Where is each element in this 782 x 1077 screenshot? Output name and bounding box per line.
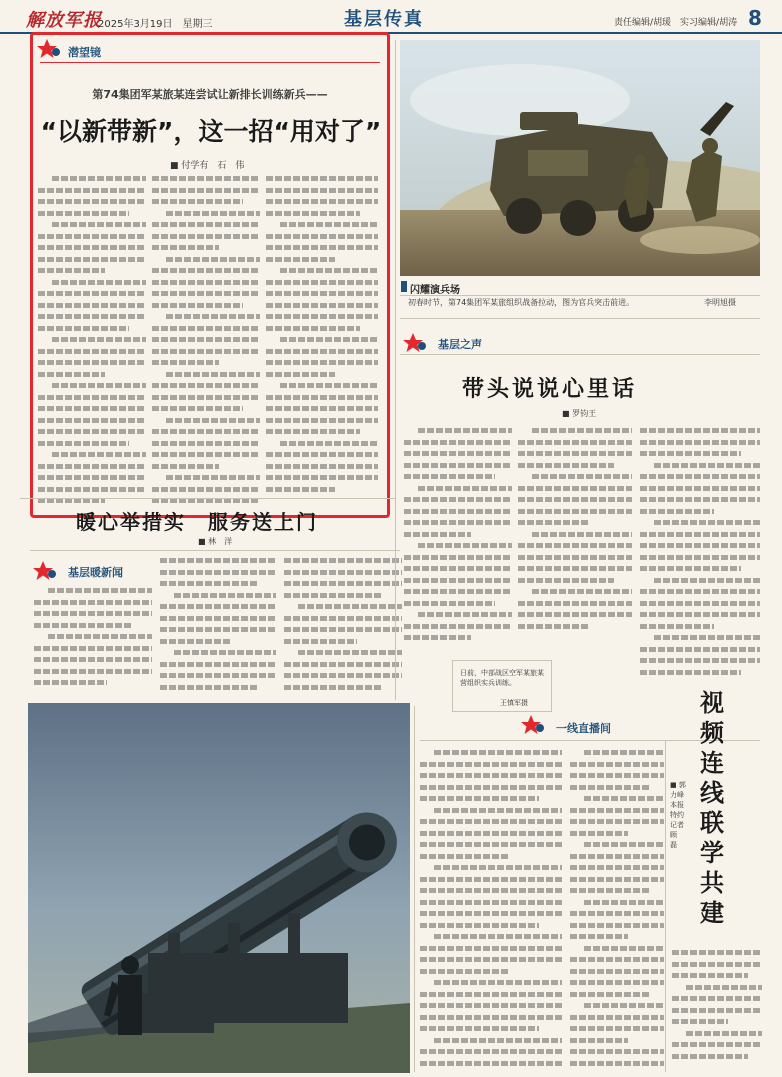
warm-body-col-2 <box>160 558 276 696</box>
voice-body-col-1 <box>404 428 512 656</box>
voice-byline: ■ 罗钧王 <box>562 409 597 418</box>
photo-training-drill <box>400 40 760 276</box>
masthead <box>0 0 782 34</box>
feature-headline: “以新带新”，这一招“用对了” <box>40 117 382 146</box>
column-divider <box>414 706 415 1072</box>
feature-body-col-2 <box>152 176 260 512</box>
column-label-voice: 基层之声 <box>438 338 482 351</box>
feature-kicker: 第74集团军某旅某连尝试让新排长训练新兵—— <box>92 88 328 101</box>
warm-rule <box>30 550 400 551</box>
photo-missile-launcher <box>28 703 410 1073</box>
frontline-byline: ■ 郭力峰 本报特约记者 顾 磊 <box>670 781 691 849</box>
quote-text: 日前，中部战区空军某旅某营组织实兵训练。 <box>460 669 544 687</box>
caption-tag-marker <box>401 281 407 292</box>
page-number: 8 <box>748 6 762 30</box>
issue-date: 2025年3月19日 星期三 <box>98 19 213 30</box>
voice-body-col-2 <box>518 428 632 656</box>
feature-body-col-3 <box>266 176 378 512</box>
voice-rule <box>400 354 760 355</box>
warm-byline: ■ 林 洋 <box>198 537 233 546</box>
column-label-frontline: 一线直播间 <box>556 722 611 735</box>
voice-body-col-3 <box>640 428 760 696</box>
frontline-body-col-2 <box>672 950 762 1072</box>
warm-body-col-3 <box>284 558 402 696</box>
voice-headline: 带头说说心里话 <box>462 377 638 402</box>
column-label-qianwangjing: 潜望镜 <box>68 46 101 59</box>
quote-author: 王慎军摄 <box>500 699 528 707</box>
star-icon <box>32 560 58 582</box>
feature-body-col-1 <box>38 176 146 512</box>
photo-caption: 初春时节，第74集团军某旅组织战备拉动，图为官兵突击前进。 <box>408 298 635 307</box>
column-divider <box>665 740 666 1072</box>
star-icon <box>402 332 428 354</box>
feature-rule <box>40 62 380 63</box>
frontline-headline: 视频连线 联学共建 <box>700 689 748 927</box>
frontline-body-col-1 <box>570 750 664 1072</box>
section-rule <box>400 318 760 319</box>
editors-line: 责任编辑/胡瑗 实习编辑/胡涛 <box>614 18 738 28</box>
star-icon <box>520 714 546 736</box>
warm-headline: 暖心举措实 服务送上门 <box>76 510 318 534</box>
frontline-body-left <box>420 750 562 1072</box>
column-label-warm: 基层暖新闻 <box>68 566 123 579</box>
column-divider <box>395 40 396 700</box>
feature-byline: ■ 付学有 石 伟 <box>170 161 245 171</box>
star-icon <box>36 38 62 60</box>
photo-credit: 李明旭摄 <box>704 298 736 307</box>
warm-body-col-1 <box>34 588 152 696</box>
section-title: 基层传真 <box>344 9 424 30</box>
caption-tag-label: 闪耀演兵场 <box>410 285 460 296</box>
section-rule <box>20 498 395 499</box>
paper-name: 解放军报 <box>26 10 102 31</box>
